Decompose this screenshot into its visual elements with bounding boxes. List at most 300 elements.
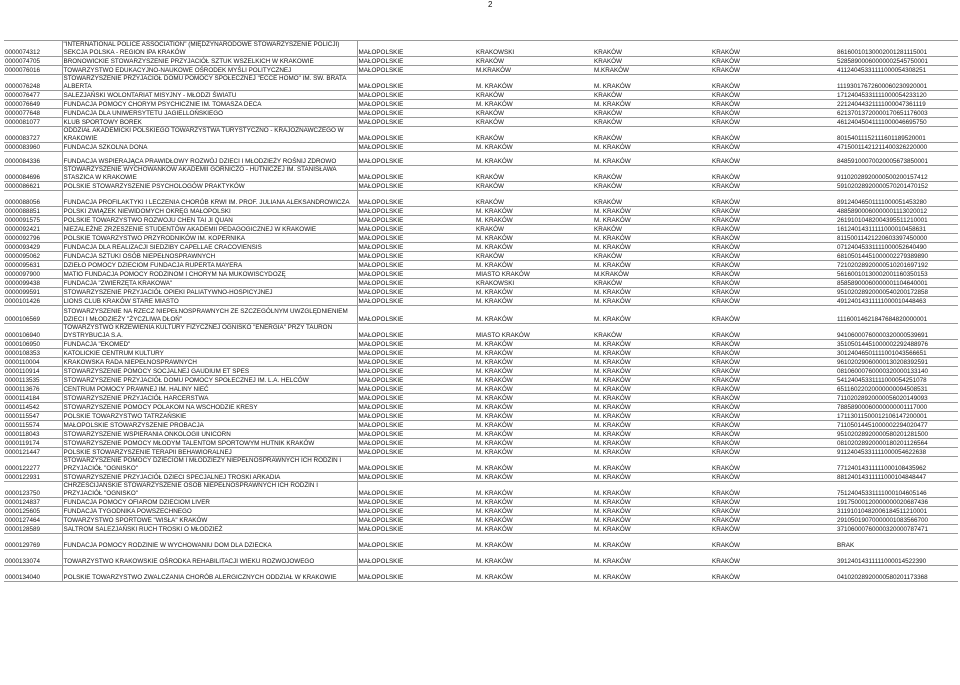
bank-account-cell: 85858900060000001104640001 bbox=[836, 279, 958, 288]
municipality-cell: M. KRAKÓW bbox=[593, 525, 711, 534]
municipality-cell: KRAKÓW bbox=[593, 41, 711, 57]
organization-name-cell: POLSKIE STOWARZYSZENIE TERAPII BEHAWIORALNEJ bbox=[62, 448, 357, 457]
krs-number-cell: 0000091575 bbox=[4, 216, 62, 225]
city-cell: KRAKÓW bbox=[711, 207, 836, 216]
county-cell: M. KRAKÓW bbox=[475, 507, 593, 516]
voivodeship-cell: MAŁOPOLSKIE bbox=[357, 261, 475, 270]
municipality-cell: KRAKÓW bbox=[593, 118, 711, 127]
krs-number-cell: 0000088056 bbox=[4, 191, 62, 207]
table-row bbox=[4, 376, 958, 385]
city-cell: KRAKÓW bbox=[711, 550, 836, 566]
table-row bbox=[4, 421, 958, 430]
table-row bbox=[4, 152, 958, 166]
municipality-cell: M. KRAKÓW bbox=[593, 143, 711, 152]
city-cell: KRAKÓW bbox=[711, 412, 836, 421]
county-cell: M. KRAKÓW bbox=[475, 340, 593, 349]
krs-number-cell: 0000113535 bbox=[4, 376, 62, 385]
organization-name-cell: LIONS CLUB KRAKÓW STARE MIASTO bbox=[62, 297, 357, 306]
table-row bbox=[4, 75, 958, 91]
organization-name-cell: DZIEŁO POMOCY DZIECIOM FUNDACJA RUPERTA MAYERA bbox=[62, 261, 357, 270]
county-cell: M. KRAKÓW bbox=[475, 243, 593, 252]
organization-name-cell: FUNDACJA POMOCY OFIAROM DZIECIOM LIVER bbox=[62, 498, 357, 507]
table-row bbox=[4, 412, 958, 421]
krs-number-cell: 0000133074 bbox=[4, 550, 62, 566]
bank-account-cell: 80154011152111601189520001 bbox=[836, 127, 958, 143]
krs-number-cell: 0000121447 bbox=[4, 448, 62, 457]
municipality-cell: M. KRAKÓW bbox=[593, 457, 711, 473]
city-cell: KRAKÓW bbox=[711, 41, 836, 57]
voivodeship-cell: MAŁOPOLSKIE bbox=[357, 57, 475, 66]
voivodeship-cell: MAŁOPOLSKIE bbox=[357, 100, 475, 109]
municipality-cell: KRAKÓW bbox=[593, 91, 711, 100]
krs-number-cell: 0000077648 bbox=[4, 109, 62, 118]
city-cell: KRAKÓW bbox=[711, 566, 836, 582]
organization-name-cell: STOWARZYSZENIE NA RZECZ NIEPEŁNOSPRAWNYCH ZE SZCZEGÓLNYM UWZGLĘDNIENIEM DZIECI I MŁODZIEŻY "ŻYCZLIWA DŁOŃ" bbox=[62, 306, 357, 324]
city-cell: KRAKÓW bbox=[711, 225, 836, 234]
table-row bbox=[4, 403, 958, 412]
city-cell: KRAKÓW bbox=[711, 166, 836, 182]
county-cell: M. KRAKÓW bbox=[475, 385, 593, 394]
organization-name-cell: TOWARZYSTWO SPORTOWE "WISŁA" KRAKÓW bbox=[62, 516, 357, 525]
table-row bbox=[4, 216, 958, 225]
organization-name-cell: STOWARZYSZENIE PRZYJACIÓŁ DOMU POMOCY SPOŁECZNEJ IM. L.A. HELCÓW bbox=[62, 376, 357, 385]
voivodeship-cell: MAŁOPOLSKIE bbox=[357, 457, 475, 473]
bank-account-cell: 41124045331111000054308251 bbox=[836, 66, 958, 75]
table-row bbox=[4, 473, 958, 482]
voivodeship-cell: MAŁOPOLSKIE bbox=[357, 166, 475, 182]
voivodeship-cell: MAŁOPOLSKIE bbox=[357, 340, 475, 349]
organization-name-cell: TOWARZYSTWO KRAKOWSKIE OŚRODKA REHABILITACJI WIEKU ROZWOJOWEGO bbox=[62, 550, 357, 566]
table-body bbox=[4, 41, 958, 582]
county-cell: M. KRAKÓW bbox=[475, 448, 593, 457]
organization-name-cell: POLSKIE STOWARZYSZENIE PSYCHOLOGÓW PRAKTYKÓW bbox=[62, 182, 357, 191]
city-cell: KRAKÓW bbox=[711, 525, 836, 534]
county-cell: M. KRAKÓW bbox=[475, 421, 593, 430]
voivodeship-cell: MAŁOPOLSKIE bbox=[357, 430, 475, 439]
table-row bbox=[4, 243, 958, 252]
municipality-cell: M. KRAKÓW bbox=[593, 385, 711, 394]
bank-account-cell: 78858900060000000001117000 bbox=[836, 403, 958, 412]
krs-number-cell: 0000106940 bbox=[4, 324, 62, 340]
voivodeship-cell: MAŁOPOLSKIE bbox=[357, 279, 475, 288]
krs-number-cell: 0000106569 bbox=[4, 306, 62, 324]
table-row bbox=[4, 118, 958, 127]
municipality-cell: M. KRAKÓW bbox=[593, 288, 711, 297]
table-row bbox=[4, 41, 958, 57]
voivodeship-cell: MAŁOPOLSKIE bbox=[357, 66, 475, 75]
organization-name-cell: FUNDACJA TYGODNIKA POWSZECHNEGO bbox=[62, 507, 357, 516]
table-row bbox=[4, 516, 958, 525]
voivodeship-cell: MAŁOPOLSKIE bbox=[357, 412, 475, 421]
county-cell: M. KRAKÓW bbox=[475, 216, 593, 225]
city-cell: KRAKÓW bbox=[711, 57, 836, 66]
county-cell: M. KRAKÓW bbox=[475, 100, 593, 109]
voivodeship-cell: MAŁOPOLSKIE bbox=[357, 516, 475, 525]
organization-name-cell: BRONOWICKIE STOWARZYSZENIE PRZYJACIÓŁ SZTUK WSZELKICH W KRAKOWIE bbox=[62, 57, 357, 66]
krs-number-cell: 0000118043 bbox=[4, 430, 62, 439]
city-cell: KRAKÓW bbox=[711, 288, 836, 297]
krs-number-cell: 0000108353 bbox=[4, 349, 62, 358]
table-row bbox=[4, 297, 958, 306]
county-cell: M. KRAKÓW bbox=[475, 297, 593, 306]
voivodeship-cell: MAŁOPOLSKIE bbox=[357, 358, 475, 367]
voivodeship-cell: MAŁOPOLSKIE bbox=[357, 448, 475, 457]
city-cell: KRAKÓW bbox=[711, 297, 836, 306]
krs-number-cell: 0000119174 bbox=[4, 439, 62, 448]
bank-account-cell: 52858900060000002545750001 bbox=[836, 57, 958, 66]
voivodeship-cell: MAŁOPOLSKIE bbox=[357, 324, 475, 340]
organization-name-cell: FUNDACJA POMOCY CHORYM PSYCHICZNIE IM. TOMASZA DECA bbox=[62, 100, 357, 109]
municipality-cell: M. KRAKÓW bbox=[593, 306, 711, 324]
table-row bbox=[4, 143, 958, 152]
bank-account-cell: 49124014311111000010448463 bbox=[836, 297, 958, 306]
bank-account-cell: 08102028920000180201126564 bbox=[836, 439, 958, 448]
krs-number-cell: 0000081077 bbox=[4, 118, 62, 127]
municipality-cell: KRAKÓW bbox=[593, 127, 711, 143]
city-cell: KRAKÓW bbox=[711, 385, 836, 394]
county-cell: M. KRAKÓW bbox=[475, 430, 593, 439]
city-cell: KRAKÓW bbox=[711, 340, 836, 349]
voivodeship-cell: MAŁOPOLSKIE bbox=[357, 403, 475, 412]
bank-account-cell: 96102029060000130208392591 bbox=[836, 358, 958, 367]
voivodeship-cell: MAŁOPOLSKIE bbox=[357, 118, 475, 127]
voivodeship-cell: MAŁOPOLSKIE bbox=[357, 243, 475, 252]
city-cell: KRAKÓW bbox=[711, 439, 836, 448]
county-cell: KRAKÓW bbox=[475, 252, 593, 261]
organization-name-cell: STOWARZYSZENIE PRZYJACIÓŁ DZIECI SPECJALNEJ TROSKI ARKADIA bbox=[62, 473, 357, 482]
municipality-cell: M. KRAKÓW bbox=[593, 234, 711, 243]
bank-account-cell: 16124014311111000010458631 bbox=[836, 225, 958, 234]
municipality-cell: M.KRAKÓW bbox=[593, 66, 711, 75]
city-cell: KRAKÓW bbox=[711, 127, 836, 143]
county-cell: M.KRAKÓW bbox=[475, 66, 593, 75]
county-cell: M. KRAKÓW bbox=[475, 288, 593, 297]
voivodeship-cell: MAŁOPOLSKIE bbox=[357, 91, 475, 100]
krs-number-cell: 0000088851 bbox=[4, 207, 62, 216]
organization-name-cell: STOWARZYSZENIE PRZYJACIÓŁ OPIEKI PALIATYWNO-HOSPICYJNEJ bbox=[62, 288, 357, 297]
organization-name-cell: KATOLICKIE CENTRUM KULTURY bbox=[62, 349, 357, 358]
table-row bbox=[4, 358, 958, 367]
organization-name-cell: TOWARZYSTWO KRZEWIENIA KULTURY FIZYCZNEJ OGNISKO "ENERGIA" PRZY TAURON DYSTRYBUCJA S.A. bbox=[62, 324, 357, 340]
table-row bbox=[4, 225, 958, 234]
bank-account-cell: 08106000760000320000133140 bbox=[836, 367, 958, 376]
municipality-cell: M. KRAKÓW bbox=[593, 152, 711, 166]
bank-account-cell: 91102028920000500200157412 bbox=[836, 166, 958, 182]
bank-account-cell: 86160010130002001281115001 bbox=[836, 41, 958, 57]
voivodeship-cell: MAŁOPOLSKIE bbox=[357, 394, 475, 403]
city-cell: KRAKÓW bbox=[711, 191, 836, 207]
city-cell: KRAKÓW bbox=[711, 473, 836, 482]
table-row bbox=[4, 279, 958, 288]
municipality-cell: M. KRAKÓW bbox=[593, 358, 711, 367]
voivodeship-cell: MAŁOPOLSKIE bbox=[357, 297, 475, 306]
krs-number-cell: 0000127464 bbox=[4, 516, 62, 525]
organization-name-cell: SALEZJAŃSKI WOLONTARIAT MISYJNY - MŁODZI ŚWIATU bbox=[62, 91, 357, 100]
voivodeship-cell: MAŁOPOLSKIE bbox=[357, 216, 475, 225]
municipality-cell: M. KRAKÓW bbox=[593, 482, 711, 498]
municipality-cell: KRAKÓW bbox=[593, 324, 711, 340]
county-cell: M. KRAKÓW bbox=[475, 376, 593, 385]
voivodeship-cell: MAŁOPOLSKIE bbox=[357, 143, 475, 152]
bank-account-cell: 11193017672600060230920001 bbox=[836, 75, 958, 91]
bank-account-cell: 77124014311111000108435962 bbox=[836, 457, 958, 473]
krs-number-cell: 0000128589 bbox=[4, 525, 62, 534]
county-cell: M. KRAKÓW bbox=[475, 473, 593, 482]
county-cell: M. KRAKÓW bbox=[475, 457, 593, 473]
krs-number-cell: 0000076477 bbox=[4, 91, 62, 100]
krs-number-cell: 0000086621 bbox=[4, 182, 62, 191]
county-cell: KRAKÓW bbox=[475, 225, 593, 234]
bank-account-cell: 26191010482004395511210001 bbox=[836, 216, 958, 225]
city-cell: KRAKÓW bbox=[711, 182, 836, 191]
county-cell: KRAKÓW bbox=[475, 91, 593, 100]
krs-number-cell: 0000092796 bbox=[4, 234, 62, 243]
municipality-cell: M. KRAKÓW bbox=[593, 297, 711, 306]
county-cell: M. KRAKÓW bbox=[475, 349, 593, 358]
municipality-cell: M. KRAKÓW bbox=[593, 421, 711, 430]
municipality-cell: M. KRAKÓW bbox=[593, 75, 711, 91]
organization-name-cell: "INTERNATIONAL POLICE ASSOCIATION" (MIĘDZYNARODOWE STOWARZYSZENIE POLICJI) SEKCJA POLSKA - REGION IPA KRAKÓW bbox=[62, 41, 357, 57]
bank-account-cell: 29105019070000001083566700 bbox=[836, 516, 958, 525]
municipality-cell: M. KRAKÓW bbox=[593, 448, 711, 457]
voivodeship-cell: MAŁOPOLSKIE bbox=[357, 498, 475, 507]
voivodeship-cell: MAŁOPOLSKIE bbox=[357, 182, 475, 191]
city-cell: KRAKÓW bbox=[711, 243, 836, 252]
bank-account-cell: 56160010130002001160350153 bbox=[836, 270, 958, 279]
municipality-cell: M. KRAKÓW bbox=[593, 403, 711, 412]
county-cell: M. KRAKÓW bbox=[475, 367, 593, 376]
voivodeship-cell: MAŁOPOLSKIE bbox=[357, 109, 475, 118]
municipality-cell: M. KRAKÓW bbox=[593, 367, 711, 376]
organization-name-cell: POLSKIE TOWARZYSTWO ZWALCZANIA CHORÓB ALERGICZNYCH ODDZIAŁ W KRAKOWIE bbox=[62, 566, 357, 582]
organization-name-cell: TOWARZYSTWO EDUKACYJNO-NAUKOWE OŚRODEK MYŚLI POLITYCZNEJ bbox=[62, 66, 357, 75]
county-cell: M. KRAKÓW bbox=[475, 152, 593, 166]
voivodeship-cell: MAŁOPOLSKIE bbox=[357, 288, 475, 297]
krs-number-cell: 0000097900 bbox=[4, 270, 62, 279]
bank-account-cell: 30124046501111001043566651 bbox=[836, 349, 958, 358]
voivodeship-cell: MAŁOPOLSKIE bbox=[357, 349, 475, 358]
county-cell: M. KRAKÓW bbox=[475, 525, 593, 534]
county-cell: MIASTO KRAKÓW bbox=[475, 324, 593, 340]
voivodeship-cell: MAŁOPOLSKIE bbox=[357, 191, 475, 207]
county-cell: M. KRAKÓW bbox=[475, 516, 593, 525]
bank-account-cell: 71105014451000002294020477 bbox=[836, 421, 958, 430]
city-cell: KRAKÓW bbox=[711, 306, 836, 324]
municipality-cell: KRAKÓW bbox=[593, 279, 711, 288]
krs-number-cell: 0000099591 bbox=[4, 288, 62, 297]
bank-account-cell: 37106000760000320000787471 bbox=[836, 525, 958, 534]
voivodeship-cell: MAŁOPOLSKIE bbox=[357, 152, 475, 166]
municipality-cell: M. KRAKÓW bbox=[593, 394, 711, 403]
city-cell: KRAKÓW bbox=[711, 403, 836, 412]
city-cell: KRAKÓW bbox=[711, 507, 836, 516]
voivodeship-cell: MAŁOPOLSKIE bbox=[357, 270, 475, 279]
bank-account-cell: 81150011421220603397450000 bbox=[836, 234, 958, 243]
city-cell: KRAKÓW bbox=[711, 367, 836, 376]
county-cell: KRAKÓW bbox=[475, 57, 593, 66]
municipality-cell: M. KRAKÓW bbox=[593, 207, 711, 216]
table-row bbox=[4, 100, 958, 109]
city-cell: KRAKÓW bbox=[711, 421, 836, 430]
voivodeship-cell: MAŁOPOLSKIE bbox=[357, 566, 475, 582]
organization-name-cell: CENTRUM POMOCY PRAWNEJ IM. HALINY NIEĆ bbox=[62, 385, 357, 394]
county-cell: M. KRAKÓW bbox=[475, 143, 593, 152]
organization-name-cell: ODDZIAŁ AKADEMICKI POLSKIEGO TOWARZYSTWA TURYSTYCZNO - KRAJOZNAWCZEGO W KRAKOWIE bbox=[62, 127, 357, 143]
municipality-cell: KRAKÓW bbox=[593, 252, 711, 261]
bank-account-cell: 89124046501111000051453280 bbox=[836, 191, 958, 207]
city-cell: KRAKÓW bbox=[711, 118, 836, 127]
table-row bbox=[4, 430, 958, 439]
table-row bbox=[4, 394, 958, 403]
organization-name-cell: STOWARZYSZENIE POMOCY MŁODYM TALENTOM SPORTOWYM HUTNIK KRAKÓW bbox=[62, 439, 357, 448]
krs-number-cell: 0000123750 bbox=[4, 482, 62, 498]
organization-name-cell: MAŁOPOLSKIE STOWARZYSZENIE PROBACJA bbox=[62, 421, 357, 430]
bank-account-cell: 47150011421211400326220000 bbox=[836, 143, 958, 152]
municipality-cell: M. KRAKÓW bbox=[593, 412, 711, 421]
krs-number-cell: 0000129769 bbox=[4, 534, 62, 550]
voivodeship-cell: MAŁOPOLSKIE bbox=[357, 525, 475, 534]
city-cell: KRAKÓW bbox=[711, 66, 836, 75]
table-row bbox=[4, 191, 958, 207]
organization-name-cell: STOWARZYSZENIE POMOCY POLAKOM NA WSCHODZIE KRESY bbox=[62, 403, 357, 412]
organization-name-cell: STOWARZYSZENIE POMOCY SOCJALNEJ GAUDIUM ET SPES bbox=[62, 367, 357, 376]
city-cell: KRAKÓW bbox=[711, 457, 836, 473]
city-cell: KRAKÓW bbox=[711, 75, 836, 91]
bank-account-cell: 39124014311111000014522390 bbox=[836, 550, 958, 566]
organization-name-cell: FUNDACJA PROFILAKTYKI I LECZENIA CHORÓB KRWI IM. PROF. JULIANA ALEKSANDROWICZA bbox=[62, 191, 357, 207]
county-cell: M. KRAKÓW bbox=[475, 306, 593, 324]
krs-number-cell: 0000084336 bbox=[4, 152, 62, 166]
voivodeship-cell: MAŁOPOLSKIE bbox=[357, 439, 475, 448]
bank-account-cell: 84859100070020005673850001 bbox=[836, 152, 958, 166]
county-cell: KRAKÓW bbox=[475, 166, 593, 182]
table-row bbox=[4, 166, 958, 182]
krs-number-cell: 0000095631 bbox=[4, 261, 62, 270]
city-cell: KRAKÓW bbox=[711, 394, 836, 403]
county-cell: M. KRAKÓW bbox=[475, 394, 593, 403]
krs-number-cell: 0000114184 bbox=[4, 394, 62, 403]
city-cell: KRAKÓW bbox=[711, 252, 836, 261]
bank-account-cell: 91124045331111000054622638 bbox=[836, 448, 958, 457]
city-cell: KRAKÓW bbox=[711, 143, 836, 152]
voivodeship-cell: MAŁOPOLSKIE bbox=[357, 385, 475, 394]
krs-number-cell: 0000101426 bbox=[4, 297, 62, 306]
table-row bbox=[4, 306, 958, 324]
voivodeship-cell: MAŁOPOLSKIE bbox=[357, 127, 475, 143]
organization-name-cell: MATIO FUNDACJA POMOCY RODZINOM I CHORYM NA MUKOWISCYDOZĘ bbox=[62, 270, 357, 279]
organization-name-cell: FUNDACJA DLA UNIWERSYTETU JAGIELLOŃSKIEGO bbox=[62, 109, 357, 118]
organization-name-cell: STOWARZYSZENIE WYCHOWANKÓW AKADEMII GÓRNICZO - HUTNICZEJ IM. STANISŁAWA STASZICA W KRAKOWIE bbox=[62, 166, 357, 182]
county-cell: M. KRAKÓW bbox=[475, 566, 593, 582]
organization-name-cell: STOWARZYSZENIE WSPIERANIA ONKOLOGII UNICORN bbox=[62, 430, 357, 439]
table-row bbox=[4, 207, 958, 216]
krs-number-cell: 0000113676 bbox=[4, 385, 62, 394]
voivodeship-cell: MAŁOPOLSKIE bbox=[357, 75, 475, 91]
table-row bbox=[4, 324, 958, 340]
table-row bbox=[4, 127, 958, 143]
bank-account-cell: 75124045331111000104605146 bbox=[836, 482, 958, 498]
bank-account-cell: 71102028920000056020149093 bbox=[836, 394, 958, 403]
krs-number-cell: 0000115547 bbox=[4, 412, 62, 421]
municipality-cell: M. KRAKÓW bbox=[593, 340, 711, 349]
city-cell: KRAKÓW bbox=[711, 152, 836, 166]
county-cell: KRAKÓW bbox=[475, 109, 593, 118]
municipality-cell: KRAKÓW bbox=[593, 166, 711, 182]
organization-name-cell: SALTROM SALEZJAŃSKI RUCH TROSKI O MŁODZIEŻ bbox=[62, 525, 357, 534]
municipality-cell: M. KRAKÓW bbox=[593, 430, 711, 439]
voivodeship-cell: MAŁOPOLSKIE bbox=[357, 252, 475, 261]
municipality-cell: KRAKÓW bbox=[593, 225, 711, 234]
voivodeship-cell: MAŁOPOLSKIE bbox=[357, 306, 475, 324]
voivodeship-cell: MAŁOPOLSKIE bbox=[357, 550, 475, 566]
bank-account-cell: 48858900060000001113020012 bbox=[836, 207, 958, 216]
table-row bbox=[4, 234, 958, 243]
city-cell: KRAKÓW bbox=[711, 270, 836, 279]
table-row bbox=[4, 482, 958, 498]
krs-number-cell: 0000106950 bbox=[4, 340, 62, 349]
municipality-cell: M. KRAKÓW bbox=[593, 243, 711, 252]
voivodeship-cell: MAŁOPOLSKIE bbox=[357, 234, 475, 243]
krs-number-cell: 0000074312 bbox=[4, 41, 62, 57]
organization-name-cell: STOWARZYSZENIE PRZYJACIÓŁ DOMU POMOCY SPOŁECZNEJ "ECCE HOMO" IM. ŚW. BRATA ALBERTA bbox=[62, 75, 357, 91]
table-row bbox=[4, 288, 958, 297]
krs-number-cell: 0000099438 bbox=[4, 279, 62, 288]
bank-account-cell: BRAK bbox=[836, 534, 958, 550]
krs-number-cell: 0000110914 bbox=[4, 367, 62, 376]
organization-name-cell: FUNDACJA "EKOMED" bbox=[62, 340, 357, 349]
table-row bbox=[4, 252, 958, 261]
municipality-cell: M. KRAKÓW bbox=[593, 439, 711, 448]
voivodeship-cell: MAŁOPOLSKIE bbox=[357, 473, 475, 482]
krs-number-cell: 0000092421 bbox=[4, 225, 62, 234]
bank-account-cell: 04102028920000580201173368 bbox=[836, 566, 958, 582]
county-cell: M. KRAKÓW bbox=[475, 403, 593, 412]
table-row bbox=[4, 349, 958, 358]
organization-name-cell: STOWARZYSZENIE PRZYJACIÓŁ HARCERSTWA bbox=[62, 394, 357, 403]
organization-name-cell: FUNDACJA SZTUKI OSÓB NIEPEŁNOSPRAWNYCH bbox=[62, 252, 357, 261]
municipality-cell: M. KRAKÓW bbox=[593, 100, 711, 109]
county-cell: M. KRAKÓW bbox=[475, 550, 593, 566]
table-row bbox=[4, 385, 958, 394]
table-row bbox=[4, 457, 958, 473]
table-row bbox=[4, 566, 958, 582]
page-number: 2 bbox=[488, 0, 493, 9]
bank-account-cell: 35105014451000002292488976 bbox=[836, 340, 958, 349]
krs-number-cell: 0000076649 bbox=[4, 100, 62, 109]
municipality-cell: M. KRAKÓW bbox=[593, 534, 711, 550]
county-cell: MIASTO KRAKÓW bbox=[475, 270, 593, 279]
county-cell: M. KRAKÓW bbox=[475, 207, 593, 216]
table-row bbox=[4, 550, 958, 566]
county-cell: KRAKÓW bbox=[475, 118, 593, 127]
voivodeship-cell: MAŁOPOLSKIE bbox=[357, 482, 475, 498]
county-cell: M. KRAKÓW bbox=[475, 439, 593, 448]
city-cell: KRAKÓW bbox=[711, 109, 836, 118]
table-row bbox=[4, 270, 958, 279]
krs-number-cell: 0000114542 bbox=[4, 403, 62, 412]
bank-account-cell: 11160014621847684820000001 bbox=[836, 306, 958, 324]
municipality-cell: M.KRAKÓW bbox=[593, 270, 711, 279]
bank-account-cell: 94106000760000320000539691 bbox=[836, 324, 958, 340]
municipality-cell: M. KRAKÓW bbox=[593, 376, 711, 385]
table-row bbox=[4, 525, 958, 534]
organization-name-cell: FUNDACJA POMOCY RODZINIE W WYCHOWANIU DOM DLA DZIECKA bbox=[62, 534, 357, 550]
table-row bbox=[4, 507, 958, 516]
table-row bbox=[4, 182, 958, 191]
voivodeship-cell: MAŁOPOLSKIE bbox=[357, 367, 475, 376]
table-row bbox=[4, 367, 958, 376]
city-cell: KRAKÓW bbox=[711, 516, 836, 525]
